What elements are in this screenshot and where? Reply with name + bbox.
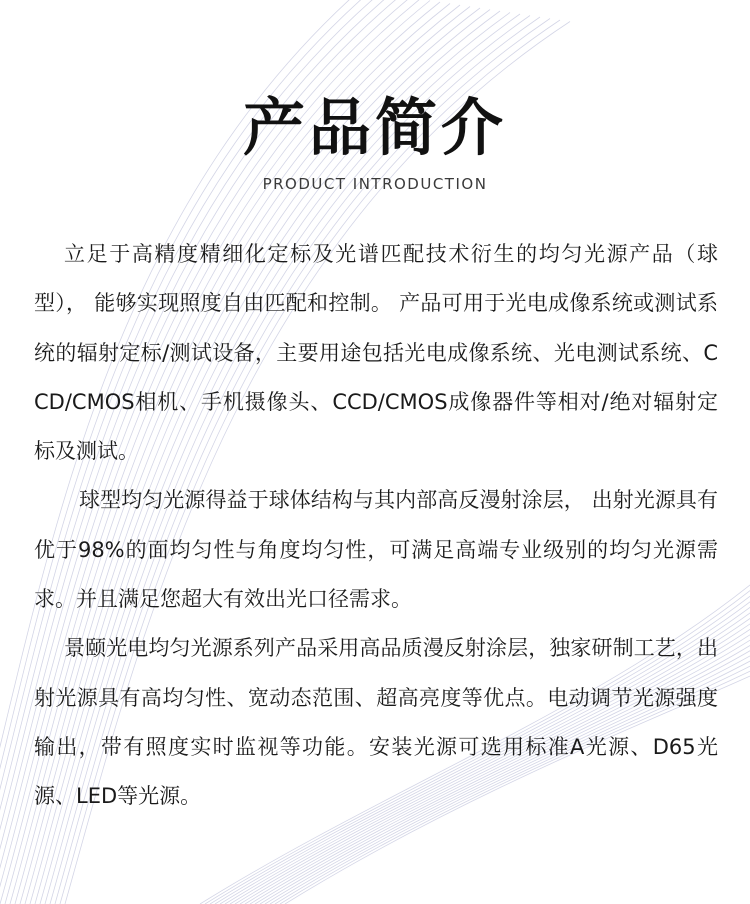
- intro-paragraph-3: 景颐光电均匀光源系列产品采用高品质漫反射涂层，独家研制工艺，出射光源具有高均匀性、宽动态范围、超高亮度等优点。电动调节光源强度输出，带有照度实时监视等功能。安装光源可选用标准A光源、D65光源、LED等光源。: [34, 636, 718, 809]
- intro-paragraph-2: 球型均匀光源得益于球体结构与其内部高反漫射涂层， 出射光源具有优于98%的面均匀性与角度均匀性，可满足高端专业级别的均匀光源需求。并且满足您超大有效出光口径需求。: [34, 488, 718, 612]
- page-subtitle: PRODUCT INTRODUCTION: [262, 175, 488, 193]
- intro-body: [34, 230, 718, 822]
- page-title: 产品简介: [242, 91, 507, 164]
- intro-paragraph-1: 立足于高精度精细化定标及光谱匹配技术衍生的均匀光源产品（球型）， 能够实现照度自由匹配和控制。 产品可用于光电成像系统或测试系统的辐射定标/测试设备，主要用途包括光电成像系统、光电测试系统、CCD/CMOS相机、手机摄像头、CCD/CMOS成像器件等相对/绝对辐射定标及测试。: [34, 242, 718, 464]
